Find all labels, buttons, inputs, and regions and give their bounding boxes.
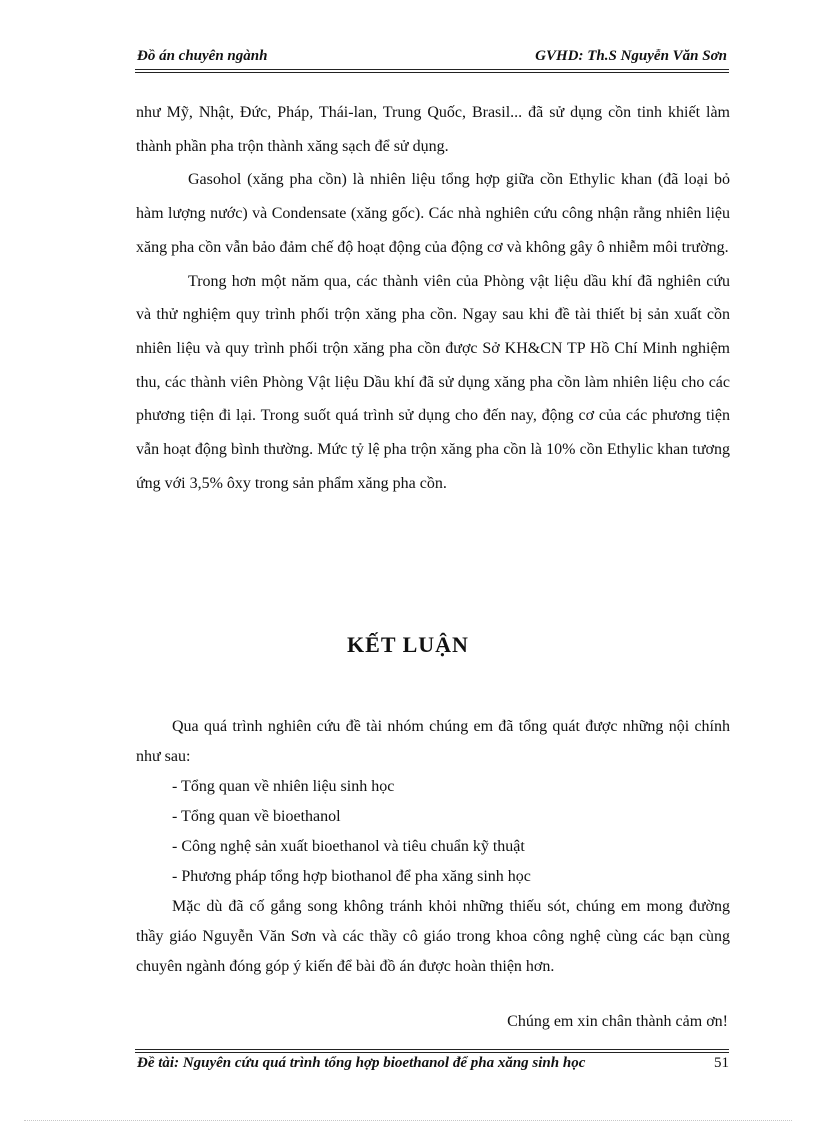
header-supervisor: GVHD: Th.S Nguyễn Văn Sơn (535, 48, 727, 64)
header-divider (135, 69, 729, 73)
paragraph-3: Trong hơn một năm qua, các thành viên của Phòng vật liệu dầu khí đã nghiên cứu và thử nghiệm quy trình phối trộn xăng pha cồn. Ngay sau khi đề tài thiết bị sản xuất cồn nhiên liệu và quy trình phối trộn xăng pha cồn được Sở KH&CN TP Hồ Chí Minh nghiệm thu, các thành viên Phòng Vật liệu Dầu khí đã sử dụng xăng pha cồn làm nhiên liệu cho các phương tiện đi lại. Trong suốt quá trình sử dụng cho đến nay, động cơ của các phương tiện vẫn hoạt động bình thường. Mức tỷ lệ pha trộn xăng pha cồn là 10% cồn Ethylic khan tương ứng với 3,5% ôxy trong sản phẩm xăng pha cồn. (136, 272, 730, 492)
header-course-title: Đồ án chuyên ngành (137, 48, 268, 64)
list-item: - Công nghệ sản xuất bioethanol và tiêu chuẩn kỹ thuật (172, 838, 525, 855)
conclusion-closing: Mặc dù đã cố gắng song không tránh khỏi những thiếu sót, chúng em mong đường thầy giáo Nguyễn Văn Sơn và các thầy cô giáo trong khoa công nghệ cùng các bạn cùng chuyên ngành đóng góp ý kiến để bài đồ án được hoàn thiện hơn. (136, 898, 730, 975)
list-item: - Tổng quan về bioethanol (172, 808, 341, 825)
footer-topic: Đề tài: Nguyên cứu quá trình tổng hợp bioethanol để pha xăng sinh học (137, 1055, 586, 1071)
list-item: - Tổng quan về nhiên liệu sinh học (172, 778, 395, 795)
thanks-line: Chúng em xin chân thành cảm ơn! (507, 1013, 728, 1030)
conclusion-title: KẾT LUẬN (347, 632, 469, 657)
body-text (136, 96, 730, 500)
footer-divider (135, 1049, 729, 1053)
page-footer (137, 1055, 729, 1077)
paragraph-2: Gasohol (xăng pha cồn) là nhiên liệu tổng hợp giữa cồn Ethylic khan (đã loại bỏ hàm lượng nước) và Condensate (xăng gốc). Các nhà nghiên cứu công nhận rằng nhiên liệu xăng pha cồn vẫn bảo đảm chế độ hoạt động của động cơ và không gây ô nhiễm môi trường. (136, 171, 730, 256)
list-item: - Phương pháp tổng hợp biothanol để pha xăng sinh học (172, 868, 531, 885)
page-header (137, 48, 727, 68)
page-edge-divider (24, 1120, 792, 1121)
page-number: 51 (714, 1055, 729, 1071)
conclusion-section (136, 712, 730, 982)
conclusion-intro: Qua quá trình nghiên cứu đề tài nhóm chúng em đã tổng quát được những nội chính như sau: (136, 718, 730, 765)
paragraph-1: như Mỹ, Nhật, Đức, Pháp, Thái-lan, Trung Quốc, Brasil... đã sử dụng cồn tinh khiết làm thành phần pha trộn thành xăng sạch để sử dụng. (136, 104, 730, 155)
